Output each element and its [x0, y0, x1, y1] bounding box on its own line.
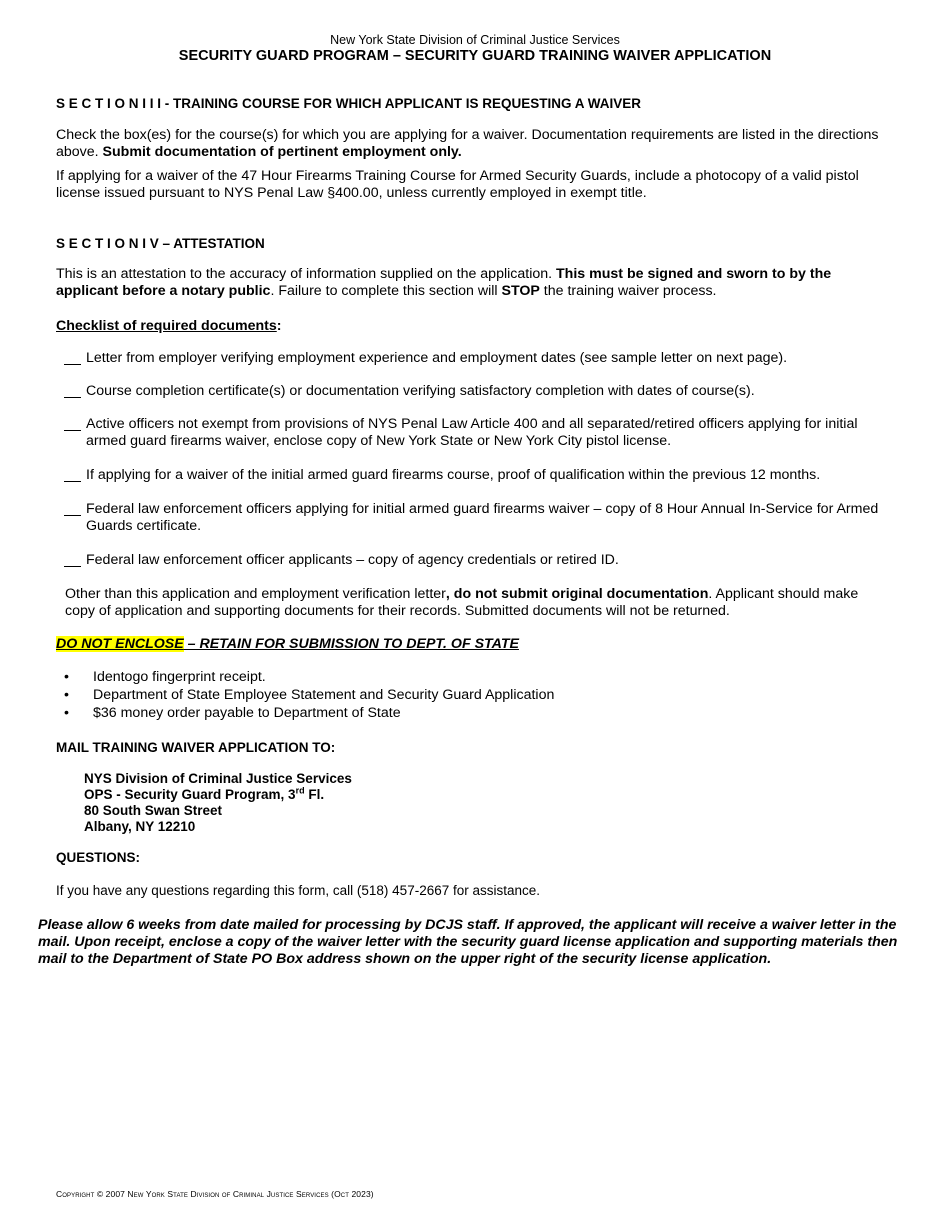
checklist-item-label: Letter from employer verifying employment experience and employment dates (see sample letter on next page). — [86, 350, 788, 366]
list-item — [56, 669, 856, 687]
list-item-text: Identogo fingerprint receipt. — [93, 669, 266, 685]
attestation-text-bold: This must be signed and sworn to by the applicant before a notary public — [56, 266, 832, 299]
list-item-text: $36 money order payable to Department of State — [93, 705, 401, 721]
section-3-paragraph-1-text: Check the box(es) for the course(s) for which you are applying for a waiver. Documentation requirements are listed in the directions above. — [56, 127, 879, 160]
agency-name: New York State Division of Criminal Justice Services — [330, 33, 620, 47]
mailing-address — [84, 771, 352, 835]
checkbox-blank[interactable] — [64, 350, 81, 365]
form-title: SECURITY GUARD PROGRAM – SECURITY GUARD TRAINING WAIVER APPLICATION — [178, 48, 772, 64]
address-line-3: 80 South Swan Street — [84, 803, 223, 818]
list-item — [56, 687, 856, 705]
section-3-paragraph-1 — [56, 127, 886, 161]
section-3-title: S E C T I O N I I I - TRAINING COURSE FOR WHICH APPLICANT IS REQUESTING A WAIVER — [56, 96, 642, 111]
address-line-2 — [84, 787, 352, 803]
section-3-paragraph-1-bold: Submit documentation of pertinent employment only. — [102, 144, 462, 160]
note-text-bold: , do not submit original documentation — [445, 586, 709, 602]
do-not-enclose-list — [56, 669, 856, 723]
questions-text: If you have any questions regarding this form, call (518) 457-2667 for assistance. — [56, 883, 541, 898]
address-line-1: NYS Division of Criminal Justice Services — [84, 771, 352, 786]
checklist-item-label: Active officers not exempt from provisions of NYS Penal Law Article 400 and all separated/retired officers applying for initial armed guard firearms waiver, enclose copy of New York State or New York City pistol license. — [86, 416, 858, 449]
checklist-item-label: Course completion certificate(s) or documentation verifying satisfactory completion with dates of course(s). — [86, 383, 755, 399]
checkbox-blank[interactable] — [64, 467, 81, 482]
address-line-4: Albany, NY 12210 — [84, 819, 196, 834]
bullet-icon: • — [64, 705, 69, 721]
attestation-text-a: This is an attestation to the accuracy of information supplied on the application. — [56, 266, 557, 282]
address-line-2-floor: Fl. — [304, 787, 325, 802]
attestation-text-c: . Failure to complete this section will — [270, 283, 502, 299]
checkbox-blank[interactable] — [64, 416, 81, 431]
mail-heading: MAIL TRAINING WAIVER APPLICATION TO: — [56, 740, 336, 755]
list-item-text: Department of State Employee Statement and Security Guard Application — [93, 687, 555, 703]
checklist-item-label: If applying for a waiver of the initial armed guard firearms course, proof of qualification within the previous 12 months. — [86, 467, 821, 483]
section-4-title: S E C T I O N I V – ATTESTATION — [56, 236, 265, 251]
checkbox-blank[interactable] — [64, 383, 81, 398]
note-text-c: . Applicant should make copy of application and supporting documents for their records. Submitted documents will not be returned. — [65, 586, 859, 619]
original-documentation-note — [65, 586, 875, 620]
attestation-stop: STOP — [501, 283, 540, 299]
checklist-heading — [56, 318, 886, 335]
do-not-enclose-heading — [56, 636, 886, 653]
address-line-2-text: OPS - Security Guard Program, 3 — [84, 787, 296, 802]
bullet-icon: • — [64, 669, 69, 685]
checkbox-blank[interactable] — [64, 552, 81, 567]
list-item — [56, 705, 856, 723]
bullet-icon: • — [64, 687, 69, 703]
address-line-2-sup: rd — [295, 785, 305, 796]
section-3-paragraph-2: If applying for a waiver of the 47 Hour Firearms Training Course for Armed Security Guards, include a photocopy of a valid pistol license issued pursuant to NYS Penal Law §400.00, unless currently employed in exempt title. — [56, 168, 859, 201]
copyright-footer: Copyright © 2007 New York State Division of Criminal Justice Services (Oct 2023) — [56, 1189, 374, 1199]
checklist-item-label: Federal law enforcement officer applicants – copy of agency credentials or retired ID. — [86, 552, 619, 568]
note-text-a: Other than this application and employment verification letter — [65, 586, 446, 602]
section-4-attestation-text — [56, 266, 886, 300]
checkbox-blank[interactable] — [64, 501, 81, 516]
do-not-enclose-highlight: DO NOT ENCLOSE — [56, 636, 184, 652]
processing-notice: Please allow 6 weeks from date mailed for processing by DCJS staff. If approved, the applicant will receive a waiver letter in the mail. Upon receipt, enclose a copy of the waiver letter with the security guard license application and supporting materials then mail to the Department of State PO Box address shown on the upper right of the security license application. — [38, 917, 898, 967]
checklist-heading-text: Checklist of required documents — [56, 318, 277, 334]
checklist-heading-colon: : — [276, 318, 282, 334]
do-not-enclose-rest: – RETAIN FOR SUBMISSION TO DEPT. OF STATE — [183, 636, 519, 652]
checklist-item-label: Federal law enforcement officers applying for initial armed guard firearms waiver – copy of 8 Hour Annual In-Service for Armed Guards certificate. — [86, 501, 879, 534]
attestation-text-e: the training waiver process. — [539, 283, 717, 299]
questions-heading: QUESTIONS: — [56, 850, 141, 865]
